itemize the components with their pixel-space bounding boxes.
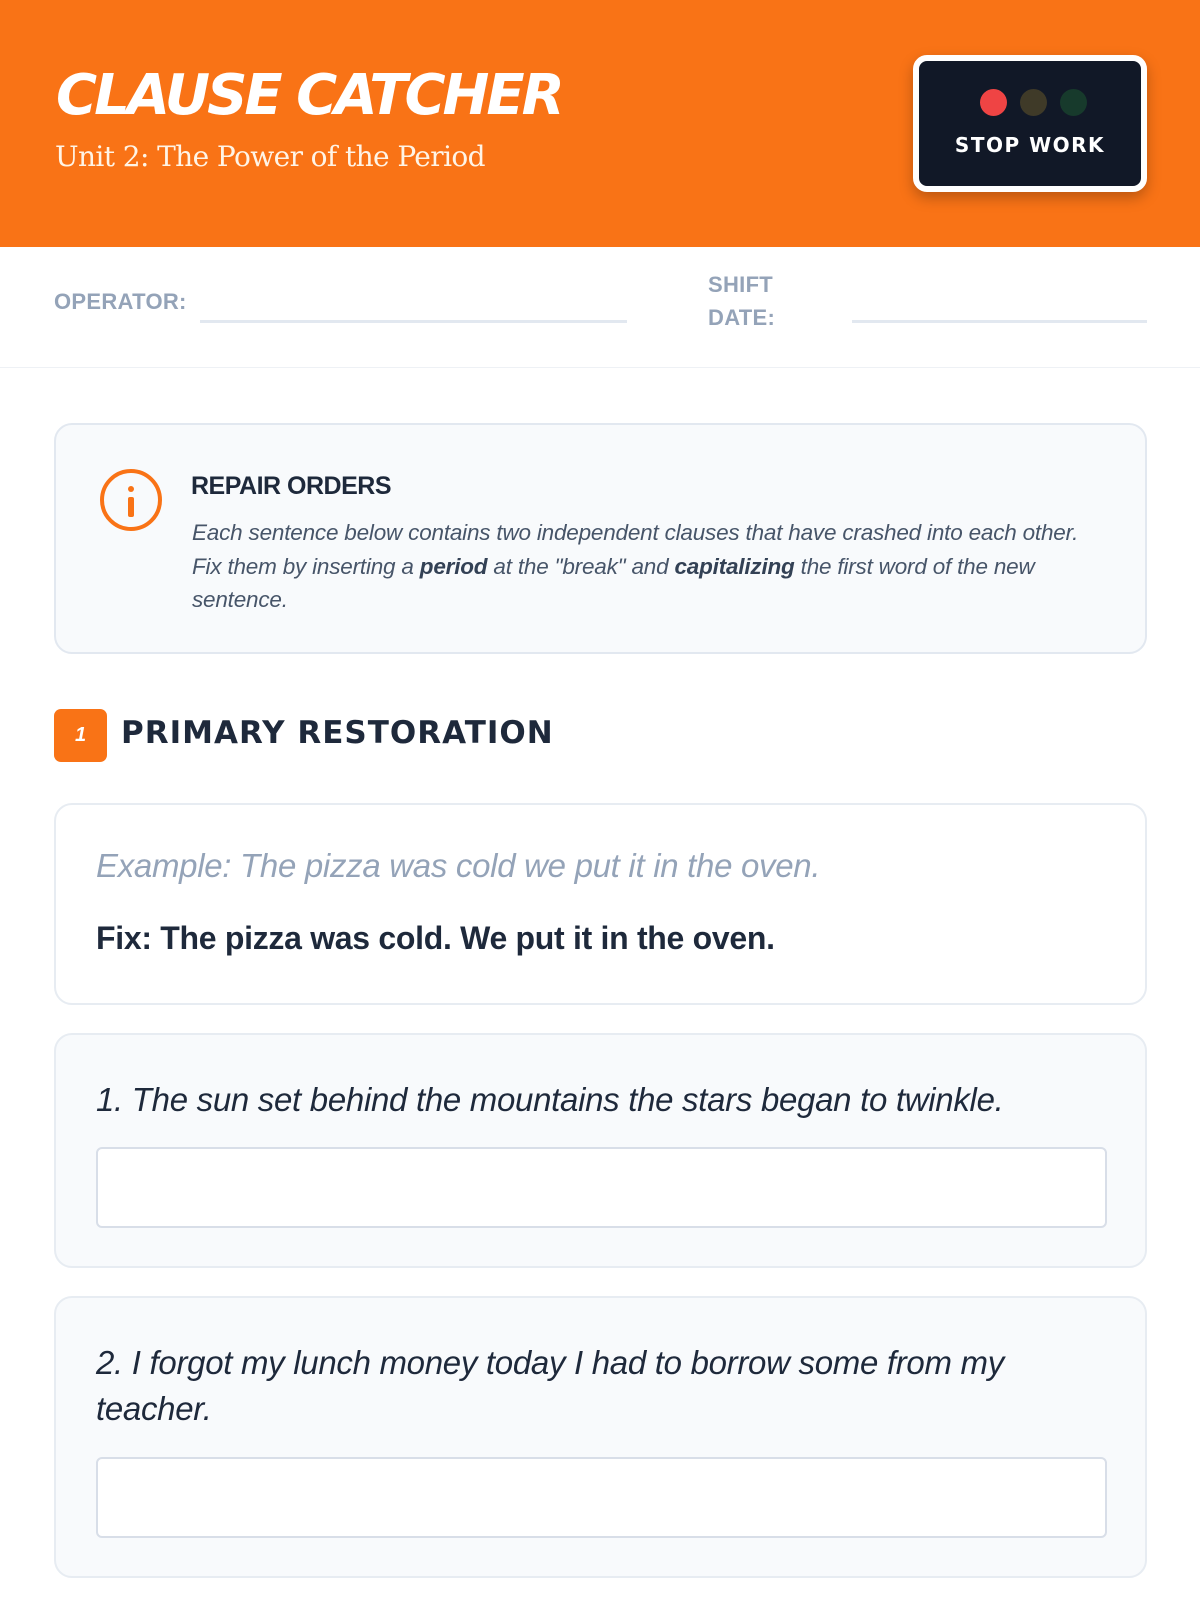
repair-orders-title: REPAIR ORDERS <box>191 472 392 500</box>
shift-label-line1: SHIFT <box>708 272 774 297</box>
answer-input[interactable] <box>96 1457 1107 1538</box>
amber-light-icon <box>1020 89 1047 116</box>
example-sentence: Example: The pizza was cold we put it in the oven. <box>96 847 821 884</box>
repair-orders-box <box>54 423 1147 654</box>
section-number-badge: 1 <box>54 709 107 762</box>
operator-field[interactable] <box>200 320 627 323</box>
operator-label: OPERATOR: <box>54 289 187 314</box>
example-card <box>54 803 1147 1005</box>
operator-info-row <box>0 247 1200 368</box>
green-light-icon <box>1060 89 1087 116</box>
section-title: PRIMARY RESTORATION <box>121 715 554 751</box>
question-card <box>54 1033 1147 1268</box>
red-light-icon <box>980 89 1007 116</box>
header-banner <box>0 0 1200 247</box>
info-icon <box>100 469 162 531</box>
repair-orders-instructions: Each sentence below contains two independent clauses that have crashed into each other. Fix them by inserting a period at the "break" and capitalizing the first word of the new sentence. <box>192 520 1079 612</box>
example-fix: Fix: The pizza was cold. We put it in the oven. <box>96 920 775 956</box>
app-title: CLAUSE CATCHER <box>56 63 562 128</box>
stop-work-button[interactable] <box>913 55 1147 192</box>
shift-label-line2: DATE: <box>708 305 776 330</box>
stop-work-label: STOP WORK <box>954 133 1106 157</box>
shift-date-field[interactable] <box>852 320 1147 323</box>
answer-input[interactable] <box>96 1147 1107 1228</box>
unit-subtitle: Unit 2: The Power of the Period <box>55 140 486 173</box>
question-card <box>54 1296 1147 1578</box>
question-text: 2. I forgot my lunch money today I had to borrow some from my teacher. <box>96 1344 1004 1427</box>
question-text: 1. The sun set behind the mountains the stars began to twinkle. <box>96 1081 1004 1118</box>
